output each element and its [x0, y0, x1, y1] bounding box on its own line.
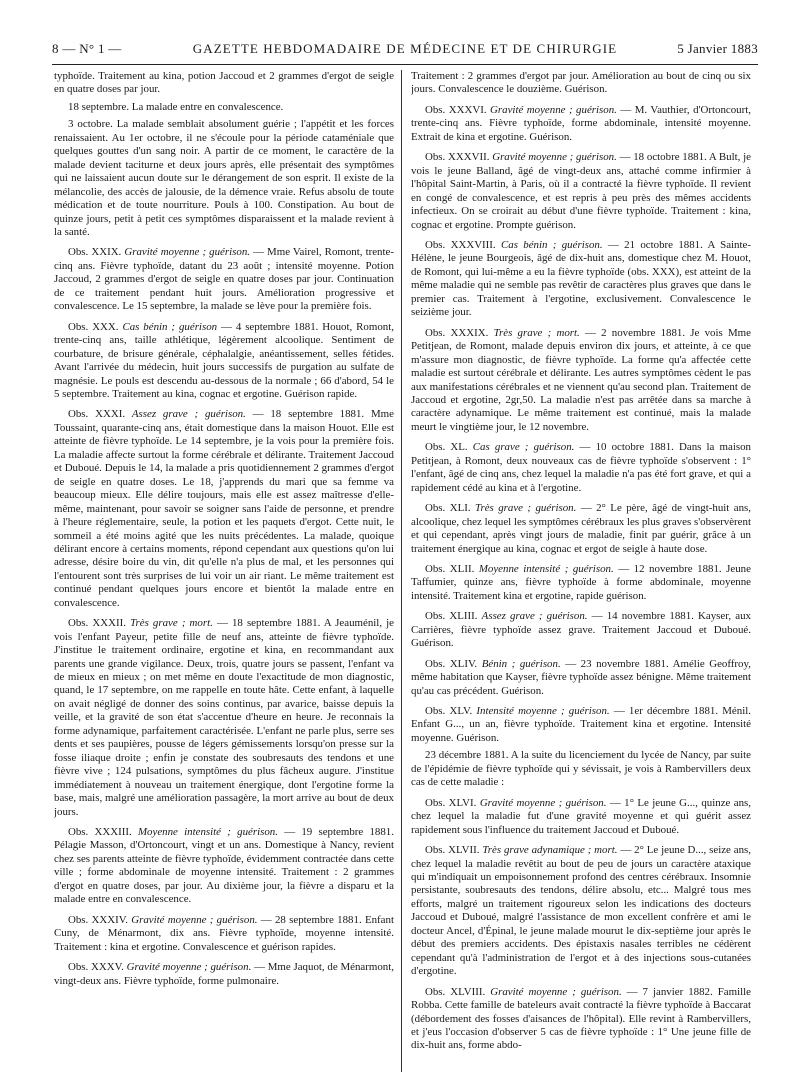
observation-label: Obs. XXXVIII. — [425, 238, 496, 251]
observation-label: Obs. XLI. — [425, 502, 471, 515]
paragraph-text: — 2° Le père, âgé de vingt-huit ans, alcoolique, chez lequel les symptômes cérébraux les plus graves s'observèrent et qui cependant, après vingt jours de maladie, finit par guérir, grâce à un traitement énergique au kina, cognac et ergot de seigle à haute dose. — [411, 502, 751, 555]
observation-paragraph — [411, 441, 751, 495]
paragraph-text: — 18 septembre 1881. Mme Toussaint, quarante-cinq ans, était domestique dans la maison Houot. Elle est atteinte de fièvre typhoïde. Le 14 septembre, je la vois pour la première fois. La maladie affecte surtout la forme cérébrale et délirante. Traitement Jaccoud et Duboué. Depuis le 14, la malade a pris quotidiennement 2 grammes d'ergot de seigle en quatre doses. Le 18, j'apprends du mari que sa femme va beaucoup mieux. Elle délire toujours, mais elle est assez maîtresse d'elle-même, maintenant, pour savoir se soigner sans l'aide de personne, et prendre à l'heure réglementaire, seule, la potion et les paquets d'ergot. Cette nuit, le sommeil a été moins agité que les nuits précédentes. La malade, quoique délirant encore à certains moments, répond cependant aux questions qu'on lui adresse, désire boire du vin, dit qu'elle n'a plus de mal, et les personnes qui l'entourent sont très surprises de lui voir un air riant. Le même traitement est continué pendant quelques jours encore et bientôt la malade entre en convalescence. — [54, 408, 394, 609]
observation-severity: Très grave adynamique ; mort. — [482, 844, 618, 857]
right-column — [411, 70, 751, 1075]
observation-paragraph — [54, 617, 394, 819]
paragraph-text: — 10 octobre 1881. Dans la maison Petitjean, à Romont, deux nouveaux cas de fièvre typhoïde s'observent : 1° l'enfant, âgé de cinq ans, chez lequel la maladie n'a pas été fort grave, et qui a rapidement cédé au kina et à l'ergotine. — [411, 441, 751, 494]
paragraph-text: 23 décembre 1881. A la suite du licenciement du lycée de Nancy, par suite de l'épidémie de fièvre typhoïde qui y sévissait, je vois à Rambervillers deux cas de cette maladie : — [411, 749, 751, 789]
observation-severity: Assez grave ; guérison. — [481, 610, 588, 623]
observation-severity: Assez grave ; guérison. — [131, 408, 246, 421]
observation-label: Obs. XLVII. — [425, 844, 480, 857]
paragraph-text: — 19 septembre 1881. Pélagie Masson, d'Ortoncourt, vingt et un ans. Domestique à Nancy, revient chez ses parents atteinte de fièvre typhoïde, évidemment contractée dans cette ville ; forme abdominale de moyenne intensité. Traitement : 2 grammes d'ergot en quatre doses, par jour. Au dixième jour, la fièvre a disparu et la malade entre en convalescence. — [54, 826, 394, 906]
paragraph-text: Traitement : 2 grammes d'ergot par jour. Amélioration au bout de cinq ou six jours. Convalescence le douzième. Guérison. — [411, 70, 751, 96]
observation-severity: Gravité moyenne ; guérison. — [131, 913, 258, 926]
observation-severity: Cas bénin ; guérison — [122, 320, 218, 333]
paragraph-text: — 1er décembre 1881. Ménil. Enfant G..., un an, fièvre typhoïde. Traitement kina et ergotine. Intensité moyenne. Guérison. — [411, 705, 751, 744]
left-column — [54, 70, 394, 1075]
observation-label: Obs. XLIV. — [425, 657, 478, 670]
observation-paragraph — [411, 104, 751, 144]
observation-label: Obs. XXXV. — [68, 961, 124, 974]
observation-label: Obs. XXXIV. — [68, 913, 128, 926]
observation-paragraph — [54, 321, 394, 402]
observation-severity: Intensité moyenne ; guérison. — [476, 705, 610, 718]
observation-severity: Moyenne intensité ; guérison. — [137, 826, 278, 839]
text-paragraph — [54, 101, 394, 114]
paragraph-text: — 7 janvier 1882. Famille Robba. Cette famille de bateleurs avait contracté la fièvre typhoïde à Baccarat (débordement des fosses d'aisances de l'hôpital). Elle revint à Rambervillers, et j'eus l'occasion d'observer 5 cas de fièvre typhoïde : 1° Une jeune fille de dix-huit ans, forme abdo- — [411, 985, 751, 1052]
observation-label: Obs. XLIII. — [425, 610, 478, 623]
paragraph-text: — 2 novembre 1881. Je vois Mme Petitjean, de Romont, malade depuis environ dix jours, et atteinte, à ce que m'assure mon diagnostic, de fièvre typhoïde. La forme qu'a affectée cette maladie est surtout cérébrale et délirante. Les autres symptômes cèdent le pas aux manifestations cérébrales et ne viennent qu'au second plan. Traitement de Jaccoud et ergotine, 2gr,50. La maladie n'est pas arrêtée dans sa marche à caractère adynamique. Le même traitement est continué, mais la malade meurt le vingtième jour, le 12 novembre. — [411, 326, 751, 433]
text-paragraph — [54, 70, 394, 97]
observation-severity: Moyenne intensité ; guérison. — [478, 562, 614, 575]
paragraph-text: — 18 octobre 1881. A Bult, je vois le jeune Balland, âgé de vingt-deux ans, attaché comme infirmier à l'hôpital Saint-Martin, à Paris, où il a contracté la fièvre typhoïde. Il revient en congé de convalescence, et est repris à peu près des mêmes accidents infectieux. On se croirait au début d'une fièvre typhoïde. Traitement : kina, cognac et ergotine. Prompte guérison. — [411, 151, 751, 231]
observation-label: Obs. XLII. — [425, 562, 475, 575]
paragraph-text: — Mme Jaquot, de Ménarmont, vingt-deux ans. Fièvre typhoïde, forme pulmonaire. — [54, 961, 394, 987]
paragraph-text: — 12 novembre 1881. Jeune Taffumier, quinze ans, fièvre typhoïde à forme abdominale, moyenne intensité. Traitement kina et ergotine, rapide guérison. — [411, 562, 751, 602]
text-paragraph — [411, 70, 751, 97]
observation-severity: Gravité moyenne ; guérison. — [479, 796, 607, 809]
observation-label: Obs. XXXVII. — [425, 151, 490, 164]
observation-label: Obs. XXIX. — [68, 246, 122, 259]
observation-paragraph — [54, 408, 394, 610]
column-divider — [401, 70, 402, 1072]
page-header — [52, 38, 758, 60]
paragraph-text: — 14 novembre 1881. Kayser, aux Carrières, fièvre typhoïde assez grave. Traitement Jaccoud et Duboué. Guérison. — [411, 610, 751, 650]
observation-label: Obs. XXXIII. — [68, 826, 132, 839]
observation-severity: Gravité moyenne ; guérison. — [492, 151, 617, 164]
paragraph-text: — Mme Vairel, Romont, trente-cinq ans. Fièvre typhoïde, datant du 23 août ; intensité moyenne. Potion Jaccoud, 2 grammes d'ergot de seigle en quatre doses par jour. Continuation de ce traitement pendant huit jours. Amélioration progressive et convalescence. Le 15 septembre, la malade se lève pour la première fois. — [54, 246, 394, 313]
paragraph-text: 18 septembre. La malade entre en convalescence. — [68, 100, 284, 113]
observation-label: Obs. XXXII. — [68, 617, 126, 630]
observation-label: Obs. XLV. — [425, 705, 473, 718]
observation-paragraph — [411, 705, 751, 745]
observation-paragraph — [54, 246, 394, 313]
journal-title: GAZETTE HEBDOMADAIRE DE MÉDECINE ET DE CHIRURGIE — [192, 41, 618, 56]
paragraph-text: — 28 septembre 1881. Enfant Cuny, de Ménarmont, dix ans. Fièvre typhoïde, moyenne intensité. Traitement : kina et ergotine. Convalescence et guérison rapides. — [54, 913, 394, 953]
observation-severity: Très grave ; mort. — [130, 617, 213, 630]
observation-paragraph — [411, 844, 751, 979]
header-rule — [52, 64, 758, 65]
observation-paragraph — [411, 797, 751, 837]
observation-severity: Gravité moyenne ; guérison. — [490, 985, 622, 998]
observation-severity: Très grave ; mort. — [493, 326, 580, 339]
observation-severity: Gravité moyenne ; guérison. — [124, 246, 250, 259]
issue-date: 5 Janvier 1883 — [677, 41, 758, 56]
observation-paragraph — [411, 563, 751, 603]
observation-severity: Bénin ; guérison. — [481, 657, 561, 670]
page-number: 8 — [52, 41, 59, 56]
paragraph-text: 3 octobre. La malade semblait absolument guérie ; l'appétit et les forces renaissaient. Au 1er octobre, il ne s'écoule pour la période cataméniale que quelques gouttes d'un sang noir. A partir de ce moment, le caractère de la malade devient taciturne et deux jours après, elle présentait des symptômes qui ne laissaient aucun doute sur le dérangement de son esprit. Il existe de la mélancolie, des accès de jalousie, de la démence vraie. Refus absolu de toute médication et de toute nourriture. Pouls à 100. Constipation. Au bout de quinze jours, petit à petit ces symptômes disparaissent et la malade revient à la santé. — [54, 118, 394, 238]
observation-paragraph — [411, 502, 751, 556]
paragraph-text: — 1° Le jeune G..., quinze ans, chez lequel la maladie fut d'une gravité moyenne et qui guérit assez rapidement sous l'influence du traitement Jaccoud et Duboué. — [411, 796, 751, 836]
paragraph-text: — 18 septembre 1881. A Jeauménil, je vois l'enfant Payeur, petite fille de neuf ans, atteinte de fièvre typhoïde. J'institue le traitement ordinaire, ergotine et kina, en recommandant aux parents une grande vigilance. Deux, trois, quatre jours se passent, l'enfant va de mieux en mieux ; on met même en doute l'exactitude de mon diagnostic, quand, le 17 septembre, on me rappelle en toute hâte. Cette enfant, à laquelle on avait négligé de donner des soins continus, par avarice, baisse depuis la veille, et la gravité de son état s'accentue d'heure en heure. Je reconnais la forme adynamique, parfaitement caractérisée. L'enfant ne parle plus, serre ses dents et ses paupières, pousse de légers gémissements lorsqu'on presse sur la fosse iliaque droite ; enfin je constate des soubresauts des tendons et une fièvre vive ; 124 pulsations, symptômes du plus fâcheux augure. J'institue immédiatement à nouveau un traitement énergique, dont l'ergotine forme la base, mais, malgré une amélioration passagère, la mort arrive au bout de deux jours. — [54, 617, 394, 818]
observation-label: Obs. XLVI. — [425, 796, 477, 809]
observation-paragraph — [411, 151, 751, 232]
observation-severity: Gravité moyenne ; guérison. — [490, 103, 617, 116]
observation-severity: Cas bénin ; guérison. — [501, 238, 603, 251]
observation-label: Obs. XXX. — [68, 320, 119, 333]
observation-paragraph — [411, 327, 751, 435]
observation-paragraph — [54, 961, 394, 988]
observation-label: Obs. XXXVI. — [425, 103, 487, 116]
paragraph-text: — 23 novembre 1881. Amélie Geoffroy, même habitation que Kayser, fièvre typhoïde assez bénigne. Même traitement qu'au cas précédent. Guérison. — [411, 657, 751, 697]
observation-severity: Très grave ; guérison. — [475, 502, 577, 515]
text-paragraph — [54, 118, 394, 239]
paragraph-text: — M. Vauthier, d'Ortoncourt, trente-cinq ans. Fièvre typhoïde, forme abdominale, intensité moyenne. Extrait de kina et ergotine. Guérison. — [411, 103, 751, 143]
observation-label: Obs. XL. — [425, 441, 468, 454]
observation-paragraph — [411, 610, 751, 650]
observation-paragraph — [411, 239, 751, 320]
issue-number: — N° 1 — — [62, 41, 122, 56]
observation-paragraph — [411, 986, 751, 1053]
observation-severity: Gravité moyenne ; guérison. — [126, 961, 252, 974]
observation-severity: Cas grave ; guérison. — [472, 441, 575, 454]
observation-paragraph — [54, 826, 394, 907]
observation-paragraph — [54, 914, 394, 954]
paragraph-text: — 2° Le jeune D..., seize ans, chez lequel la maladie revêtit au bout de peu de jours un caractère ataxique qui m'indiquait un empoisonnement profond des centres cérébraux. Insomnie persistante, soubresauts des tendons, délire absolu, etc... Malgré tous mes efforts, malgré un traitement rigoureux selon les indications des docteurs Jaccoud et Duboué, malgré l'assistance de mon excellent confrère et ami le docteur Ancel, d'Épinal, le jeune malade mourut le dix-septième jour après le début des premiers accidents. Des épistaxis nasales terribles ne cédèrent cependant qu'à l'administration de l'ergot et à des injections sous-cutanées d'ergotine. — [411, 844, 751, 978]
paragraph-text: — 4 septembre 1881. Houot, Romont, trente-cinq ans, taille athlétique, légèrement alcoolique. Sentiment de courbature, de brisure générale, céphalalgie, anéantissement, selles fétides. Avant l'arrivée du médecin, huit jours successifs de purgation au sulfate de magnésie. Le pouls est descendu au-dessous de la normale ; 66 d'abord, 54 le 5 septembre. Traitement au kina, cognac et ergotine. Guérison rapide. — [54, 320, 394, 400]
paragraph-text: — 21 octobre 1881. A Sainte-Hélène, le jeune Bourgeois, âgé de dix-huit ans, domestique chez M. Houot, de Romont, qui lui-même a eu la fièvre typhoïde (obs. XXX), est atteint de la même maladie qui ne semble pas revêtir de caractères plus graves que dans le premier cas. Traitement à l'ergotine, exclusivement. Convalescence le seizième jour. — [411, 238, 751, 319]
paragraph-text: typhoïde. Traitement au kina, potion Jaccoud et 2 grammes d'ergot de seigle en quatre doses par jour. — [54, 70, 394, 96]
observation-paragraph — [411, 658, 751, 698]
text-paragraph — [411, 749, 751, 789]
observation-label: Obs. XXXIX. — [425, 326, 489, 339]
observation-label: Obs. XLVIII. — [425, 985, 486, 998]
observation-label: Obs. XXXI. — [68, 408, 126, 421]
